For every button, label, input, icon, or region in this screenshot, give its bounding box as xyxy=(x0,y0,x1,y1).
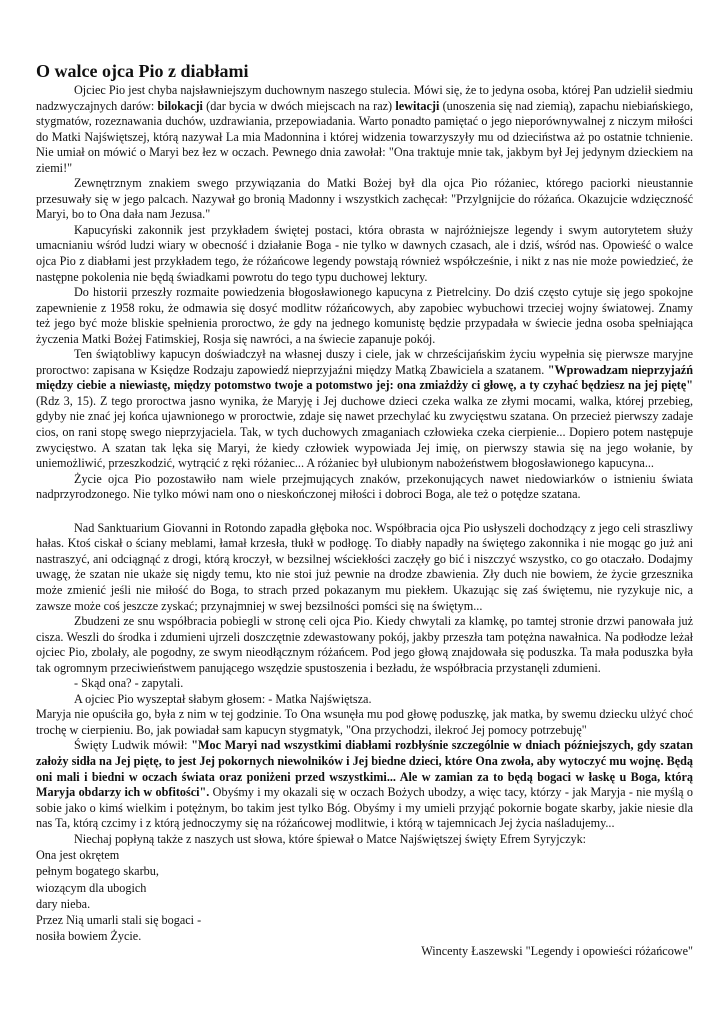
bold-text-run: "Moc Maryi nad wszystkimi diabłami rozbłyśnie szczególnie w dniach późniejszych, gdy szatan założy sidła na Jej piętę, to jest Jej pokornych niewolników i Jej biedne dzieci, które Ona zwoła, aby wytoczyć mu wojnę. Będą oni mali i biedni w oczach świata oraz poniżeni przed wszystkimi... Ale w zamian za to będą bogaci w łaskę u Boga, którą Maryja obdarzy ich w obfitości". xyxy=(36,738,693,800)
poem xyxy=(36,847,693,944)
poem-line: wiozącym dla ubogich xyxy=(36,880,147,895)
bold-text-run: bilokacji xyxy=(157,98,203,113)
poem-line: dary nieba. xyxy=(36,896,91,911)
paragraph-7: Nad Sanktuarium Giovanni in Rotondo zapadła głęboka noc. Współbracia ojca Pio usłyszeli dochodzący z jego celi straszliwy hałas. Ktoś ciskał o ściany meblami, łamał krzesła, tłukł w podłogę. To diabły napadły na świętego zakonnika i nie mogąc go już ani nastraszyć, ani odciągnąć z drogi, którą kroczył, w bezsilnej wściekłości zaczęły go bić i niszczyć wszystko, co go otaczało. Dodajmy uwagę, że szatan nie ukaże się nigdy temu, kto nie stoi już pewnie na drodze zbawienia. Zły duch nie bowiem, że życie grzesznika może zmienić jeśli nie miłość do Boga, to strach przed pokazanym mu piekłem. Ukazując się zaś świętemu, nie ryzykuje nic, a zawsze może coś jeszcze zyskać; przynajmniej w swej bezsilności pomści się na świętym... xyxy=(36,520,693,613)
poem-line: Przez Nią umarli stali się bogaci - xyxy=(36,913,202,928)
paragraph-13: Niechaj popłyną także z naszych ust słowa, które śpiewał o Matce Najświętszej święty Efrem Syryjczyk: xyxy=(74,831,587,846)
article-title: O walce ojca Pio z diabłami xyxy=(36,61,249,81)
paragraph-4: Do historii przeszły rozmaite powiedzenia błogosławionego kapucyna z Pietrelciny. Do dziś często cytuje się jego spokojne zapewnienie z 1958 roku, że odmawia się dosyć modlitw różańcowych, aby zapobiec wybuchowi trzeciej wojny światowej. Znamy też jego być może bliskie spełnienia proroctwo, że gdy na jednego komunistę będzie przypadała w świecie jedna osoba spełniająca życzenia Matki Bożej Fatimskiej, Rosja się nawróci, a na świecie zapanuje pokój. xyxy=(36,285,693,346)
text-run: (dar bycia w dwóch miejscach na raz) xyxy=(202,98,396,113)
section-gap xyxy=(36,503,693,521)
bold-text-run: "Wprowadzam nieprzyjaźń między ciebie a niewiastę, między potomstwo twoje a potomstwo jej: ona zmiażdży ci głowę, a ty czyhać będziesz na jej piętę" xyxy=(36,362,693,393)
paragraph-5 xyxy=(36,347,693,471)
poem-line: nosiła bowiem Życie. xyxy=(36,929,142,944)
article xyxy=(36,60,693,959)
text-run: Święty Ludwik mówił: xyxy=(74,738,192,753)
paragraph-11: Maryja nie opuściła go, była z nim w tej godzinie. To Ona wsunęła mu pod głowę poduszkę, jak matka, by swemu dziecku ulżyć choć trochę w cierpieniu. Bo, jak powiadał sam kapucyn stygmatyk, "Ona przychodzi, ilekroć Jej pomocy potrzebuję" xyxy=(36,707,693,737)
text-run: Ojciec Pio jest chyba najsławniejszym duchownym naszego stulecia. Mówi się, że to jedyna osoba, której Pan udzielił siedmiu nadzwyczajnych darów: xyxy=(36,83,693,113)
author-signature: Wincenty Łaszewski "Legendy i opowieści różańcowe" xyxy=(421,944,693,959)
paragraph-10: A ojciec Pio wyszeptał słabym głosem: - Matka Najświętsza. xyxy=(74,691,372,706)
paragraph-6: Życie ojca Pio pozostawiło nam wiele przejmujących znaków, przekonujących nawet niedowiarków o istnieniu świata nadprzyrodzonego. Nie tylko mówi nam ono o nieskończonej miłości i dobroci Boga, ale też o potędze szatana. xyxy=(36,471,693,502)
paragraph-1 xyxy=(36,83,693,176)
paragraph-2: Zewnętrznym znakiem swego przywiązania do Matki Bożej był dla ojca Pio różaniec, którego paciorki nieustannie przesuwały się w jego palcach. Nazywał go bronią Madonny i wszystkich zachęcał: "Przylgnijcie do różańca. Okazujcie wdzięczność Maryi, bo to Ona dała nam Jezusa." xyxy=(36,176,693,222)
paragraph-3: Kapucyński zakonnik jest przykładem świętej postaci, która obrasta w najróżniejsze legendy i swym autorytetem służy umacnianiu wśród ludzi wiary w obecność i działanie Boga - nie tylko w dawnych czasach, ale i dziś, wśród nas. Opowieść o walce ojca Pio z diabłami jest przykładem tego, że różańcowe legendy powstają również współcześnie, i nikt z nas nie może powiedzieć, że następne pokolenia nie będą świadkami powrotu do tego typu duchowej lektury. xyxy=(36,222,693,284)
paragraph-9: - Skąd ona? - zapytali. xyxy=(74,676,184,691)
text-run: Ten świątobliwy kapucyn doświadczył na własnej duszy i ciele, jak w chrześcijańskim życiu wypełnia się pierwsze maryjne proroctwo: zapisana w Księdze Rodzaju zapowiedź nieprzyjaźni między Matką Zbawiciela a szatanem. xyxy=(36,347,693,377)
poem-line: Ona jest okrętem xyxy=(36,848,120,863)
text-run: (unoszenia się nad ziemią), zapachu niebiańskiego, stygmatów, rozeznawania duchów, uzdrawiania, przepowiadania. Warto ponadto pamiętać o jego nieporównywalnej z niczym miłości do Matki Najświętszej, którą nazywał La mia Madonnina i której widzenia towarzyszyły mu od dzieciństwa aż po ostatnie tchnienie. Nie umiał on mówić o Maryi bez łez w oczach. Pewnego dnia zawołał: "Ona traktuje mnie tak, jakbym był Jej jedynym dzieckiem na ziemi!" xyxy=(36,98,693,175)
bold-text-run: lewitacji xyxy=(395,98,440,113)
poem-line: pełnym bogatego skarbu, xyxy=(36,864,159,879)
paragraph-12 xyxy=(36,738,693,831)
paragraph-8: Zbudzeni ze snu współbracia pobiegli w stronę celi ojca Pio. Kiedy chwytali za klamkę, po tamtej stronie drzwi panowała już cisza. Weszli do środka i zdumieni ujrzeli doszczętnie zdewastowany pokój, jakby przeszła tam potężna nawałnica. Na podłodze leżał ojciec Pio, zbolały, ale pogodny, ze swym nieodłącznym różańcem. Pod jego głową znajdowała się poduszka. Ta mała poduszka była tak ogromnym przeciwieństwem panującego wszędzie spustoszenia i bezładu, że współbracia przystanęli zdumieni. xyxy=(36,614,693,675)
text-run: Obyśmy i my okazali się w oczach Bożych ubodzy, a więc tacy, którzy - jak Maryja - nie myślą o sobie jako o kimś wielkim i potężnym, bo takim jest tylko Bóg. Obyśmy i my umieli przyjąć pokornie bogate skarby, jakie niesie dla nas Ta, którą czcimy i z którą jednoczymy się na różańcowej modlitwie, i którą w tajemnicach Jej życia naśladujemy... xyxy=(36,785,693,831)
text-run: (Rdz 3, 15). Z tego proroctwa jasno wynika, że Maryję i Jej duchowe dzieci czeka walka ze złymi mocami, walka, której przebieg, gdyby nie znać jej końca ujawnionego w proroctwie, zdaje się nawet przechylać ku zwycięstwu szatana. On przecież pierwszy zadaje cios, on rani stopę swego nieprzyjaciela. Tak, w tych duchowych zmaganiach człowieka czeka cierpienie... Dopiero potem następuje zwycięstwo. A szatan tak lęka się Maryi, że kiedy człowiek wypowiada Jej imię, on pierwszy stawia się na jego wołanie, by uniemożliwić, przeszkodzić, wytrącić z ręki różaniec... A różaniec był ulubionym nabożeństwem błogosławionego kapucyna... xyxy=(36,393,693,471)
